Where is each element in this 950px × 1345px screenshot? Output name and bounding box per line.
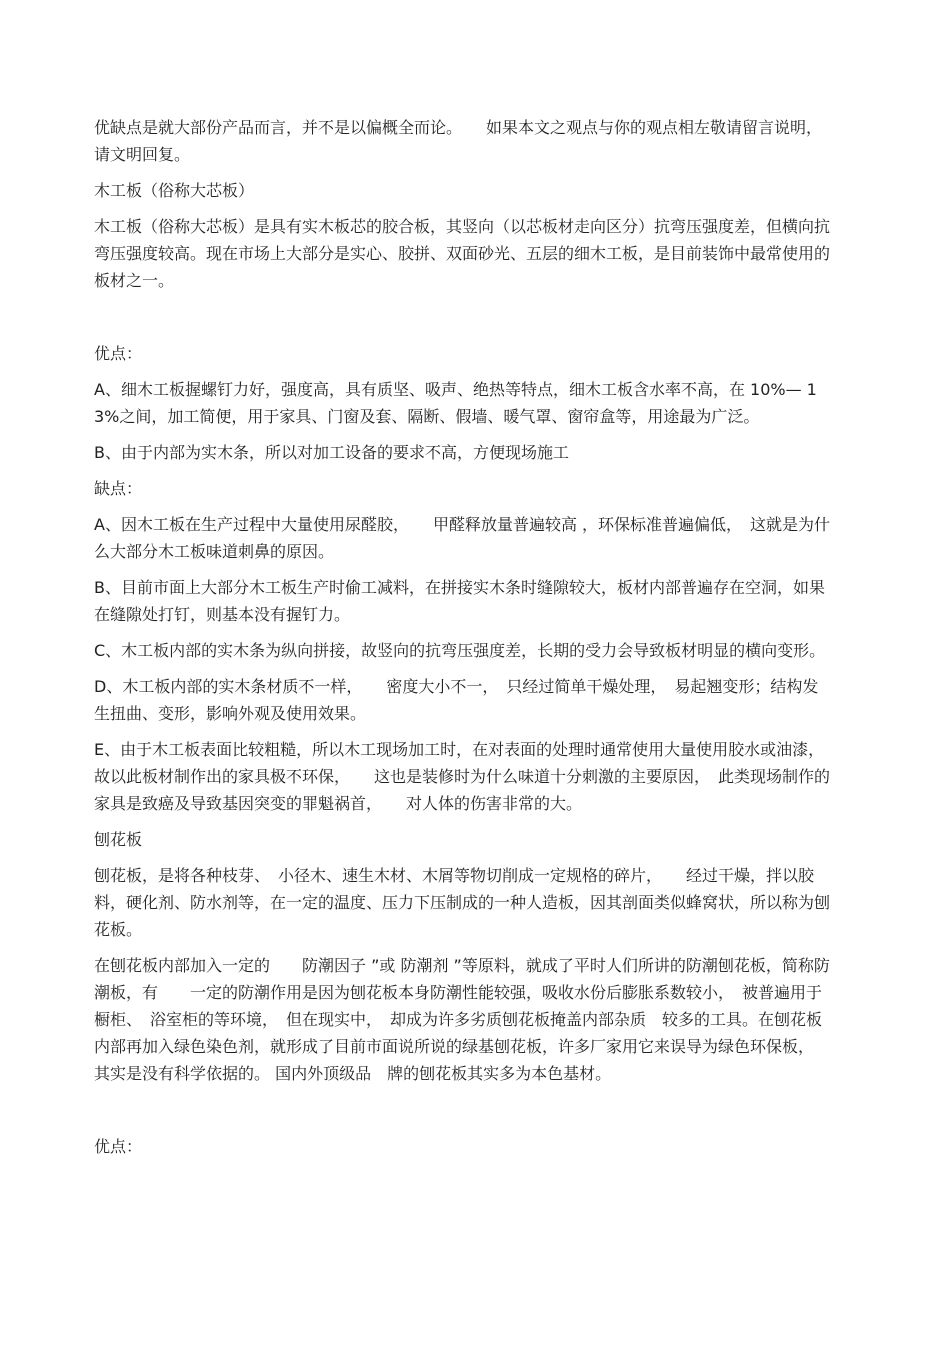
document-page — [94, 114, 839, 1169]
blockboard-con-e: E、由于木工板表面比较粗糙，所以木工现场加工时，在对表面的处理时通常使用大量使用胶水或油漆， 故以此板材制作出的家具极不环保， 这也是装修时为什么味道十分刺激的主要原因， 此类现场制作的家具是致癌及导致基因突变的罪魁祸首， 对人体的伤害非常的大。 — [94, 740, 833, 813]
particleboard-detail: 在刨花板内部加入一定的 防潮因子 ”或 防潮剂 ”等原料，就成了平时人们所讲的防潮刨花板，简称防潮板，有 一定的防潮作用是因为刨花板本身防潮性能较强，吸收水份后膨胀系数较小， 被普遍用于橱柜、 浴室柜的等环境， 但在现实中， 却成为许多劣质刨花板掩盖内部杂质 较多的工具。在刨花板内部再加入绿色染色剂，就形成了目前市面说所说的绿基刨花板，许多厂家用它来误导为绿色环保板， 其实是没有科学依据的。 国内外顶级品 牌的刨花板其实多为本色基材。 — [94, 956, 839, 1083]
blockboard-description: 木工板（俗称大芯板）是具有实木板芯的胶合板，其竖向（以芯板材走向区分）抗弯压强度差，但横向抗弯压强度较高。现在市场上大部分是实心、胶拼、双面砂光、五层的细木工板，是目前装饰中最常使用的板材之一。 — [94, 217, 831, 290]
section-title-blockboard: 木工板（俗称大芯板） — [94, 181, 255, 200]
section-title-particleboard: 刨花板 — [94, 830, 143, 849]
blockboard-pros-title: 优点： — [94, 344, 143, 363]
blockboard-pro-a: A、细木工板握螺钉力好，强度高，具有质坚、吸声、绝热等特点，细木工板含水率不高，在 10%— 13%之间，加工简便，用于家具、门窗及套、隔断、假墙、暖气罩、窗帘盒等，用途最为广泛。 — [94, 380, 817, 426]
blockboard-con-c: C、木工板内部的实木条为纵向拼接，故竖向的抗弯压强度差，长期的受力会导致板材明显的横向变形。 — [94, 641, 826, 660]
blockboard-con-b: B、目前市面上大部分木工板生产时偷工减料，在拼接实木条时缝隙较大，板材内部普遍存在空洞，如果在缝隙处打钉，则基本没有握钉力。 — [94, 578, 825, 624]
blockboard-cons-title: 缺点： — [94, 479, 143, 498]
particleboard-description: 刨花板，是将各种枝芽、 小径木、速生木材、木屑等物切削成一定规格的碎片， 经过干燥，拌以胶料，硬化剂、防水剂等，在一定的温度、压力下压制成的一种人造板，因其剖面类似蜂窝状，所以称为刨花板。 — [94, 866, 831, 939]
blockboard-pro-b: B、由于内部为实木条，所以对加工设备的要求不高，方便现场施工 — [94, 443, 569, 462]
blockboard-con-a: A、因木工板在生产过程中大量使用尿醛胶， 甲醛释放量普遍较高 ，环保标准普遍偏低， 这就是为什么大部分木工板味道刺鼻的原因。 — [94, 515, 831, 561]
intro-paragraph: 优缺点是就大部份产品而言，并不是以偏概全而论。 如果本文之观点与你的观点相左敬请留言说明，请文明回复。 — [94, 118, 823, 164]
particleboard-pros-title: 优点： — [94, 1137, 143, 1156]
blockboard-con-d: D、木工板内部的实木条材质不一样， 密度大小不一， 只经过简单干燥处理， 易起翘变形；结构发生扭曲、变形，影响外观及使用效果。 — [94, 677, 819, 723]
